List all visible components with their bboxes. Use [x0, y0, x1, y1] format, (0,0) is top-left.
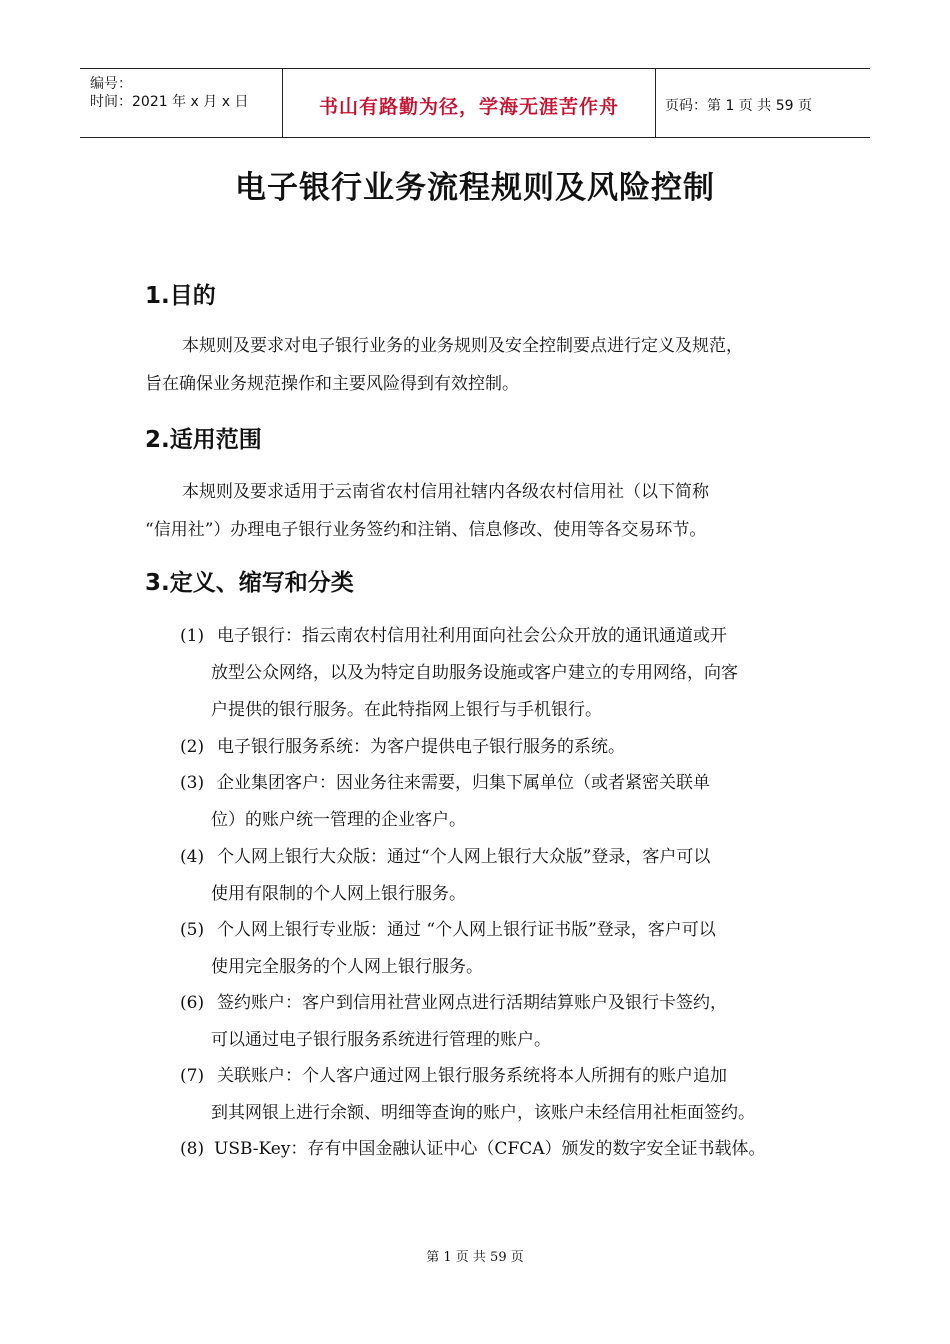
item-number: (3) — [180, 773, 205, 793]
page-header — [80, 68, 870, 138]
item-line: 使用完全服务的个人网上银行服务。 — [211, 957, 483, 977]
item-number: (6) — [180, 993, 205, 1013]
item-line: 个人网上银行大众版：通过“个人网上银行大众版”登录，客户可以 — [217, 847, 711, 867]
header-meta-cell — [80, 69, 282, 137]
paragraph-line: 本规则及要求对电子银行业务的业务规则及安全控制要点进行定义及规范， — [182, 336, 743, 356]
item-line: 放型公众网络，以及为特定自助服务设施或客户建立的专用网络，向客 — [211, 663, 738, 683]
item-line: 签约账户：客户到信用社营业网点进行活期结算账户及银行卡签约， — [217, 993, 727, 1013]
item-line: 电子银行服务系统：为客户提供电子银行服务的系统。 — [217, 737, 625, 757]
section-heading-purpose: 1.目的 — [145, 283, 216, 309]
item-line: USB-Key：存有中国金融认证中心（CFCA）颁发的数字安全证书载体。 — [214, 1139, 766, 1159]
paragraph-line: 旨在确保业务规范操作和主要风险得到有效控制。 — [145, 374, 519, 394]
item-number: (2) — [180, 737, 205, 757]
item-line: 个人网上银行专业版：通过 “个人网上银行证书版”登录，客户可以 — [217, 920, 716, 940]
item-line: 可以通过电子银行服务系统进行管理的账户。 — [211, 1030, 551, 1050]
item-line: 位）的账户统一管理的企业客户。 — [211, 810, 466, 830]
document-date: 时间：2021 年 x 月 x 日 — [90, 94, 249, 110]
header-motto-cell — [282, 69, 656, 137]
item-line: 关联账户：个人客户通过网上银行服务系统将本人所拥有的账户追加 — [217, 1066, 727, 1086]
header-page-cell — [655, 69, 870, 137]
item-line: 企业集团客户：因业务往来需要，归集下属单位（或者紧密关联单 — [217, 773, 710, 793]
section-heading-scope: 2.适用范围 — [145, 427, 262, 453]
item-number: (5) — [180, 920, 205, 940]
header-motto: 书山有路勤为径，学海无涯苦作舟 — [318, 96, 619, 118]
page-footer: 第 1 页 共 59 页 — [426, 1250, 524, 1265]
item-line: 电子银行：指云南农村信用社利用面向社会公众开放的通讯通道或开 — [217, 626, 727, 646]
item-number: (7) — [180, 1066, 205, 1086]
item-line: 使用有限制的个人网上银行服务。 — [211, 884, 466, 904]
header-page-info: 页码：第 1 页 共 59 页 — [665, 98, 812, 114]
section-heading-definitions: 3.定义、缩写和分类 — [145, 570, 354, 596]
document-title: 电子银行业务流程规则及风险控制 — [235, 170, 715, 206]
item-number: (1) — [180, 626, 205, 646]
item-number: (8) — [180, 1139, 205, 1159]
paragraph-line: 本规则及要求适用于云南省农村信用社辖内各级农村信用社（以下简称 — [182, 482, 709, 502]
item-line: 户提供的银行服务。在此特指网上银行与手机银行。 — [211, 700, 602, 720]
paragraph-line: “信用社”）办理电子银行业务签约和注销、信息修改、使用等各交易环节。 — [145, 520, 707, 540]
item-number: (4) — [180, 847, 205, 867]
document-number-label: 编号： — [90, 76, 132, 92]
item-line: 到其网银上进行余额、明细等查询的账户，该账户未经信用社柜面签约。 — [211, 1103, 755, 1123]
